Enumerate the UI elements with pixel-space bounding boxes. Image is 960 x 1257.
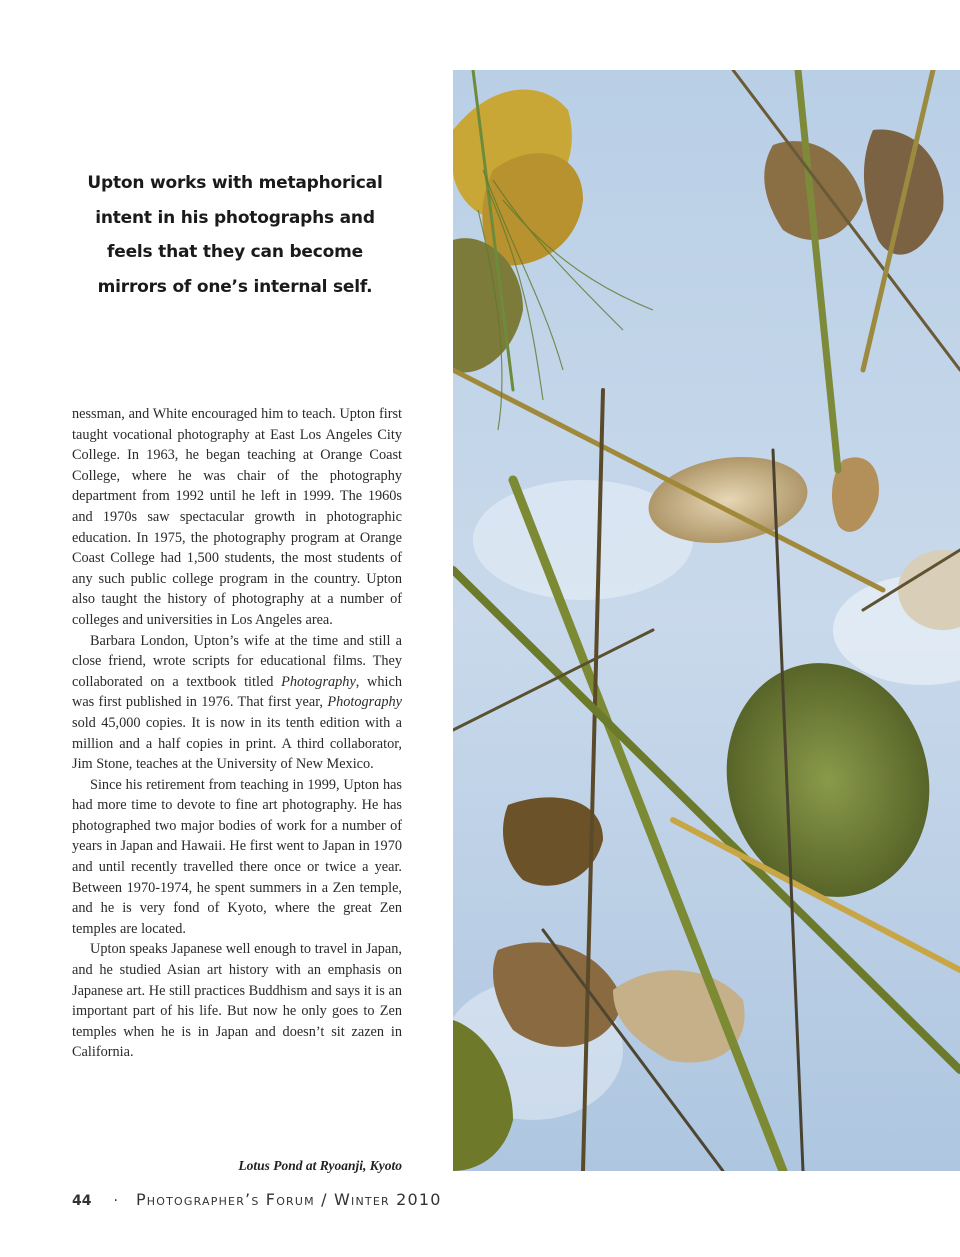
page-footer bbox=[72, 1190, 442, 1209]
pull-quote: Upton works with metaphorical intent in his photographs and feels that they can become mirrors of one’s internal self. bbox=[87, 173, 383, 297]
paragraph-1: nessman, and White encouraged him to teach. Upton first taught vocational photography at East Los Angeles City College. In 1963, he began teaching at Orange Coast College, where he was chair of the photography department from 1992 until he left in 1999. The 1960s and 1970s saw spectacular growth in photographic education. In 1975, the photography program at Orange Coast College had 1,500 students, the most students of any such public college program in the country. Upton also taught the history of photography at a number of colleges and universities in Los Angeles area. bbox=[72, 406, 402, 628]
page-number: 44 bbox=[72, 1193, 92, 1209]
paragraph-london bbox=[72, 631, 402, 775]
paragraph-retirement: Since his retirement from teaching in 1999, Upton has had more time to devote to fine art photography. He has photographed two major bodies of work for a number of years in Japan and Hawaii. He first went to Japan in 1970 and until recently travelled there once or twice a year. Between 1970-1974, he spent summers in a Zen temple, and he is very fond of Kyoto, where the great Zen temples are located. bbox=[72, 776, 402, 937]
publication-title: Photographer’s Forum / Winter 2010 bbox=[135, 1190, 442, 1209]
london-text-2: , which was first published in 1976. That first year, bbox=[72, 673, 402, 711]
article-body bbox=[72, 404, 402, 1063]
book-title-1: Photography bbox=[281, 673, 356, 690]
london-text-3: sold 45,000 copies. It is now in its tenth edition with a million and a half copies in print. A third collaborator, Jim Stone, teaches at the University of New Mexico. bbox=[72, 714, 402, 773]
paragraph-japanese: Upton speaks Japanese well enough to travel in Japan, and he studied Asian art history with an emphasis on Japanese art. He still practices Buddhism and says it is an important part of his life. But now he only goes to Zen temples when he is in Japan and doesn’t sit zazen in California. bbox=[72, 941, 402, 1061]
lotus-pond-photo bbox=[453, 70, 960, 1171]
photo-caption: Lotus Pond at Ryoanji, Kyoto bbox=[238, 1158, 402, 1173]
london-text-1: Barbara London, Upton’s wife at the time and still a close friend, wrote scripts for educational films. They collaborated on a textbook titled bbox=[72, 632, 402, 690]
footer-separator: · bbox=[113, 1193, 118, 1209]
book-title-2: Photography bbox=[327, 694, 402, 711]
